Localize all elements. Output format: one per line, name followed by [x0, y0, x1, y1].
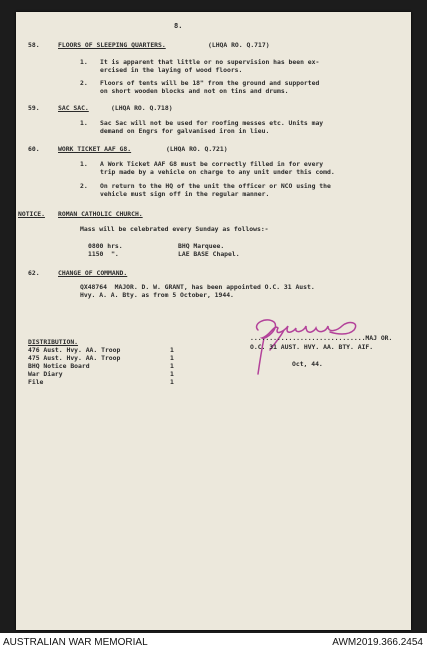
- distribution-row-5-to: File: [28, 378, 44, 386]
- section-59-item-1-num: 1.: [80, 119, 88, 127]
- notice-intro: Mass will be celebrated every Sunday as follows:-: [80, 225, 269, 233]
- section-59-item-1-line-2: demand on Engrs for galvanised iron in lieu.: [100, 127, 270, 135]
- distribution-row-4-to: War Diary: [28, 370, 63, 378]
- footer-institution: AUSTRALIAN WAR MEMORIAL: [3, 637, 148, 648]
- section-58-number: 58.: [28, 41, 40, 49]
- notice-row-2-place: LAE BASE Chapel.: [178, 250, 240, 258]
- section-62-number: 62.: [28, 269, 40, 277]
- signature-title: O.C. 31 AUST. HVY. AA. BTY. AIF.: [250, 343, 374, 351]
- section-58-item-2-line-1: Floors of tents will be 18" from the ground and supported: [100, 79, 320, 87]
- document-page: [16, 12, 411, 630]
- section-60-item-1-line-1: A Work Ticket AAF G8 must be correctly filled in for every: [100, 160, 324, 168]
- section-62-line-1: QX48764 MAJOR. D. W. GRANT, has been appointed O.C. 31 Aust.: [80, 283, 315, 291]
- distribution-row-4-qty: 1: [170, 370, 174, 378]
- section-58-item-1-line-1: It is apparent that little or no supervision has been ex-: [100, 58, 320, 66]
- notice-row-1-time: 0800 hrs.: [88, 242, 123, 250]
- notice-title: ROMAN CATHOLIC CHURCH.: [58, 210, 143, 218]
- section-60-item-1-num: 1.: [80, 160, 88, 168]
- section-60-item-2-line-1: On return to the HQ of the unit the officer or NCO using the: [100, 182, 331, 190]
- distribution-row-2-to: 475 Aust. Hvy. AA. Troop: [28, 354, 121, 362]
- section-59-ref: (LHQA RO. Q.718): [111, 104, 173, 112]
- distribution-row-1-to: 476 Aust. Hvy. AA. Troop: [28, 346, 121, 354]
- section-58-item-1-num: 1.: [80, 58, 88, 66]
- section-59-item-1-line-1: Sac Sac will not be used for roofing messes etc. Units may: [100, 119, 324, 127]
- section-62-line-2: Hvy. A. A. Bty. as from 5 October, 1944.: [80, 291, 234, 299]
- distribution-row-5-qty: 1: [170, 378, 174, 386]
- section-58-item-2-line-2: on short wooden blocks and not on tins and drums.: [100, 87, 289, 95]
- section-60-item-1-line-2: trip made by a vehicle on charge to any unit under this comd.: [100, 168, 335, 176]
- section-58-item-1-line-2: ercised in the laying of wood floors.: [100, 66, 243, 74]
- section-58-ref: (LHQA RO. Q.717): [208, 41, 270, 49]
- page-number: 8.: [174, 22, 183, 30]
- section-60-number: 60.: [28, 145, 40, 153]
- distribution-row-1-qty: 1: [170, 346, 174, 354]
- archive-footer: [0, 633, 427, 653]
- signature-rank-line: ..............................MAJ OR.: [250, 334, 393, 342]
- distribution-row-3-to: BHQ Notice Board: [28, 362, 90, 370]
- section-60-ref: (LHQA RO. Q.721): [166, 145, 228, 153]
- section-59-title: SAC SAC.: [58, 104, 89, 112]
- notice-row-2-time: 1150 ".: [88, 250, 119, 258]
- section-60-item-2-line-2: vehicle must sign off in the regular manner.: [100, 190, 270, 198]
- footer-accession-number: AWM2019.366.2454: [332, 637, 423, 648]
- section-60-item-2-num: 2.: [80, 182, 88, 190]
- section-58-title: FLOORS OF SLEEPING QUARTERS.: [58, 41, 166, 49]
- signature-date: Oct, 44.: [292, 360, 323, 368]
- notice-label: NOTICE.: [18, 210, 45, 218]
- distribution-heading: DISTRIBUTION.: [28, 338, 79, 346]
- section-59-number: 59.: [28, 104, 40, 112]
- notice-row-1-place: BHQ Marquee.: [178, 242, 225, 250]
- distribution-row-3-qty: 1: [170, 362, 174, 370]
- section-62-title: CHANGE OF COMMAND.: [58, 269, 128, 277]
- section-60-title: WORK TICKET AAF G8.: [58, 145, 132, 153]
- section-58-item-2-num: 2.: [80, 79, 88, 87]
- distribution-row-2-qty: 1: [170, 354, 174, 362]
